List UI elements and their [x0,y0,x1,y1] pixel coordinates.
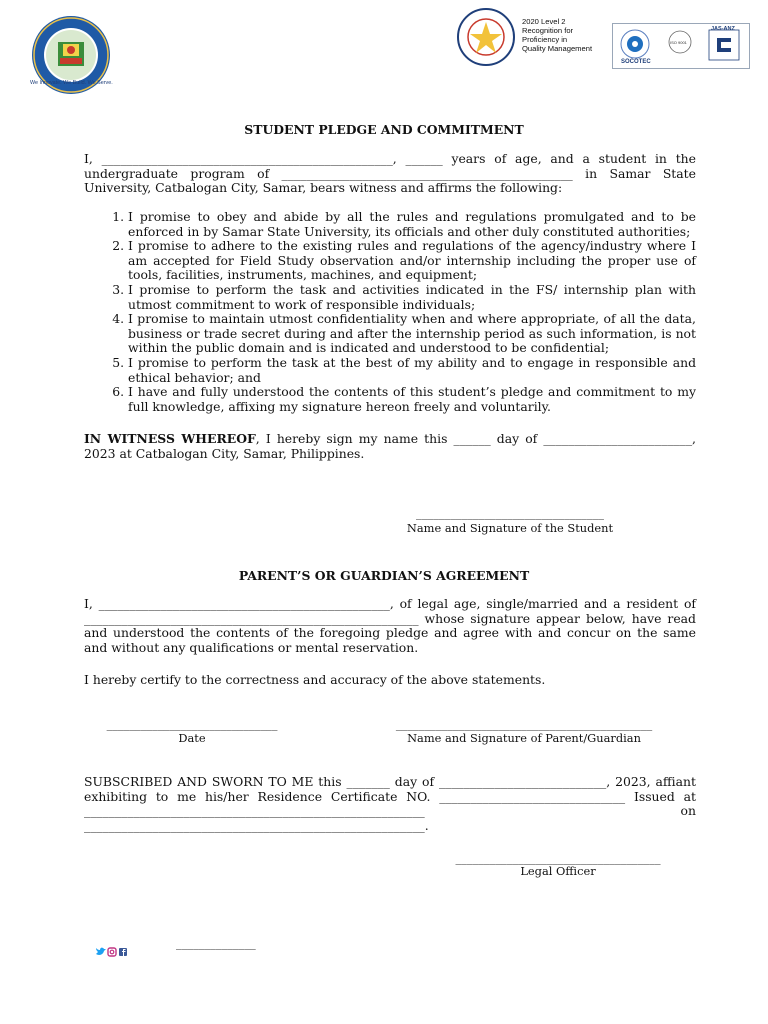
certification-box [612,23,750,69]
witness-paragraph [84,432,696,461]
pledge-item-2: 2. I promise to adhere to the existing rules and regulations of the agency/industry where I am accepted for Field Study observation and/or internship including the proper use of tools, facilities, instruments, machines, and equipment; [128,239,696,283]
cert-jas: JAS-ANZ [711,26,735,32]
pledge-item-3: 3. I promise to perform the task and activities indicated in the FS/ internship plan with utmost commitment to work of responsible individuals; [128,283,696,312]
guardian-certify: I hereby certify to the correctness and accuracy of the above statements. [84,672,546,687]
pledge-list [84,210,696,414]
recognition-line4: Quality Management [522,44,593,53]
student-signature-label: Name and Signature of the Student [406,521,614,535]
cert-iso: ISO 9001 [670,40,687,45]
facebook-icon[interactable] [119,948,127,956]
recognition-line1: 2020 Level 2 [522,17,566,26]
pqa-seal [457,8,515,66]
twitter-icon[interactable] [96,948,106,955]
date-label: Date [178,731,206,745]
social-icons [95,943,129,955]
recognition-text [522,17,592,53]
pledge-item-1: 1. I promise to obey and abide by all the rules and regulations promulgated and to be enforced in by Samar State University, its officials and other duly constituted authorities; [128,210,696,239]
instagram-icon[interactable] [108,948,116,956]
student-signature-line: _________________________________ [416,506,604,520]
pledge-item-5: 5. I promise to perform the task at the best of my ability and to engage in responsible and ethical behavior; and [128,356,696,385]
date-line: ______________________________ [106,717,278,731]
witness-rest: , I hereby sign my name this ______ day of ________________________, 2023 at Catbalogan City, Samar, Philippines. [84,431,696,461]
legal-officer-line: ____________________________________ [455,851,661,865]
legal-officer-label: Legal Officer [520,864,596,878]
recognition-line2: Recognition for [522,26,574,35]
parent-signature-label: Name and Signature of Parent/Guardian [407,731,641,745]
oath-body: SUBSCRIBED AND SWORN TO ME this _______ day of ___________________________, 2023, affiant exhibiting to me his/her Residence Certificate NO. ______________________________ Issued at _______________________________________________________ on _______________________________________________________. [84,774,696,833]
guardian-title: PARENT’S OR GUARDIAN’S AGREEMENT [238,568,530,583]
pledge-item-4: 4. I promise to maintain utmost confidentiality when and where appropriate, of all the data, business or trade secret during and after the internship period as such information, is not within the public domain and is indicated and understood to be confidential; [128,312,696,356]
witness-bold: IN WITNESS WHEREOF [84,431,256,446]
pqa-seal-icon [457,8,515,66]
pledge-title: STUDENT PLEDGE AND COMMITMENT [244,122,524,137]
recognition-line3: Proficiency in [522,35,568,44]
footer-line: ______________ [176,936,256,950]
cert-socotec: SOCOTEC [621,59,651,65]
pledge-intro: I, _______________________________________________, ______ years of age, and a student in the undergraduate program of _______________________________________________ in Samar State University, Catbalogan City, Samar, bears witness and affirms the following: [84,151,696,196]
parent-signature-line: _____________________________________________ [395,717,653,731]
pledge-item-6: 6. I have and fully understood the contents of this student’s pledge and commitment to my full knowledge, affixing my signature hereon freely and voluntarily. [128,385,696,414]
tagline: We Innovate. We Build. We Serve. [30,80,113,86]
guardian-body: I, _______________________________________________, of legal age, single/married and a resident of ______________________________________________________ whose signature appear below, have read and understood the contents of the foregoing pledge and agree with and concur on the same and without any qualifications or mental reservation. [84,596,696,655]
